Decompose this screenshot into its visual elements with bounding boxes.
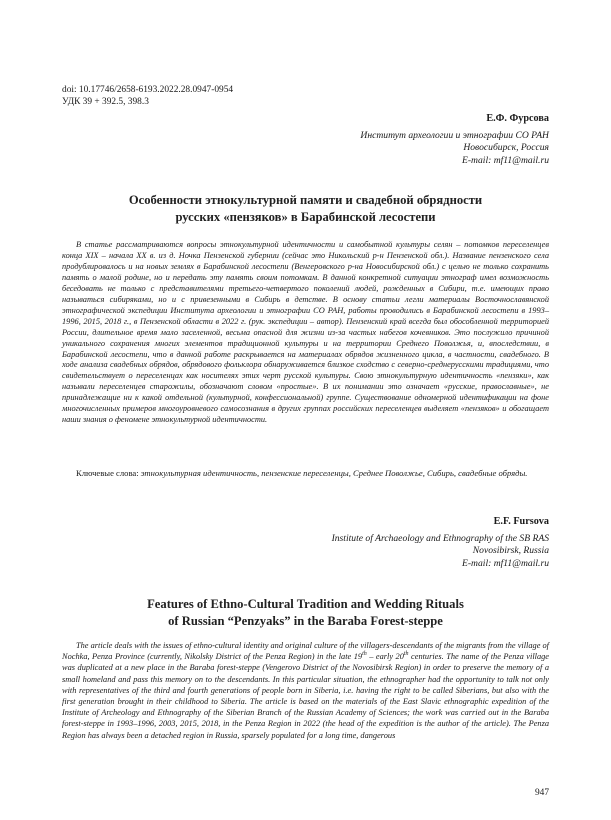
author-block-ru xyxy=(360,113,549,167)
author-name-ru: Е.Ф. Фурсова xyxy=(486,113,549,124)
author-name-en: E.F. Fursova xyxy=(493,516,549,527)
author-block-en xyxy=(332,516,549,570)
abstract-en-part-2: – early 20 xyxy=(366,652,404,662)
page-number: 947 xyxy=(534,788,549,798)
article-title-en xyxy=(62,596,549,629)
title-ru-line-2: русских «пензяков» в Барабинской лесостепи xyxy=(175,209,436,224)
location-en: Novosibirsk, Russia xyxy=(472,545,549,557)
abstract-en xyxy=(62,640,549,741)
article-meta xyxy=(62,84,233,108)
superscript-th: th xyxy=(362,651,367,658)
affiliation-ru: Институт археологии и этнографии СО РАН xyxy=(360,130,549,142)
abstract-en-part-3: centuries. The name of the Penza village was duplicated at a new place in the Baraba forest-steppe (Vengerovo District of the Novosibirsk Region) in order to preserve the memory of a small homeland and pass this memory on to the descendants. In this particular situation, the ethnographer had the opportunity to talk not only with representatives of the third and fourth generations of people born in Siberia, i.e. having the right to be called Siberians, but also with the first generation brought in their childhood to Siberia. The article is based on the materials of the East Slavic ethnographic expedition of the Institute of Archeology and Ethnography of the Siberian Branch of the Russian Academy of Sciences; the work was carried out in the Baraba forest-steppe in 1993–1996, 2003, 2015, 2018, in the Penza Region in 2022 (the head of the expedition is the author of the article). The Penza Region has always been a detached region in Russia, sparsely populated for a long time, dangerous xyxy=(62,652,550,740)
keywords-label-ru: Ключевые слова: xyxy=(76,468,141,478)
abstract-ru: В статье рассматриваются вопросы этнокультурной идентичности и самобытной культуры селян – потомков переселенцев конца XIX – начала XX в. из д. Ночка Пензенской губернии (сейчас это Никольский р-н Пензенской обл.). Название пензенского села продублировалось и на новых землях в Барабинской лесостепи (Венгеровского р-на Новосибирской обл.) с целью не только сохранить память о малой родине, но и передать эту память своим потомкам. В данной конкретной ситуации этнограф имел возможность беседовать не только с представителями третьего-четвертого поколений людей, рожденных в Сибири, т.е. имеющих право называться сибиряками, но и с привезенными в Сибирь в детстве. В основу статьи легли материалы Восточнославянской этнографической экспедиции Института археологии и этнографии СО РАН, работы проводились в Барабинской лесостепи в 1993–1996, 2015, 2018 г., в Пензенской области в 2022 г. (рук. экспедиции – автор). Пензенский край всегда был обособленной территорией России, длительное время мало заселенной, весьма опасной для жизни из-за частых набегов кочевников. Это послужило причиной уникального сохранения многих элементов традиционной культуры и на территории Среднего Поволжья, и, впоследствии, в Барабинской лесостепи, что в данной работе раскрывается на материалах обрядов жизненного цикла, в частности, свадебного. В ходе анализа свадебных обрядов, обрядового фольклора обнаруживается близкое сходство с северно-среднерусскими традициями, что свидетельствует о переселенцах как носителях этих черт русской культуры. Свою этнокультурную идентичность «пензяки», как называли переселенцев старожилы, обозначают словом «простые». В их понимании это означает «русские, православные», не принадлежащие ни к какой отдельной (культурной, конфессиональной) группе. Существование одномерной идентификации на фоне многочисленных примеров многоуровневого самосознания в других группах российских переселенцев выделяет «пензяков» и обогащает наши знания о феномене этнокультурной идентичности. xyxy=(62,240,549,425)
title-ru-line-1: Особенности этнокультурной памяти и свадебной обрядности xyxy=(128,193,483,207)
title-en-line-1: Features of Ethno-Cultural Tradition and Wedding Rituals xyxy=(147,597,464,611)
doi: doi: 10.17746/2658-6193.2022.28.0947-0954 xyxy=(62,85,234,95)
affiliation-en: Institute of Archaeology and Ethnography of the SB RAS xyxy=(331,533,549,545)
superscript-th: th xyxy=(403,651,409,658)
abstract-en-part-1: The article deals with the issues of ethno-cultural identity and original culture of the villagers-descendants of the migrants from the village of Nochka, Penza Province (currently, Nikolsky District of the Penza Region) in the late 19 xyxy=(62,641,549,662)
email-en: E-mail: mf11@mail.ru xyxy=(462,557,549,569)
email-ru: E-mail: mf11@mail.ru xyxy=(462,154,549,166)
location-ru: Новосибирск, Россия xyxy=(463,142,549,154)
udk: УДК 39 + 392.5, 398.3 xyxy=(62,97,149,107)
article-title-ru xyxy=(62,192,549,225)
keywords-ru xyxy=(62,468,549,479)
keywords-list-ru: этнокультурная идентичность, пензенские переселенцы, Среднее Поволжье, Сибирь, свадебные обряды. xyxy=(140,468,528,478)
title-en-line-2: of Russian “Penzyaks” in the Baraba Forest-steppe xyxy=(168,613,443,628)
